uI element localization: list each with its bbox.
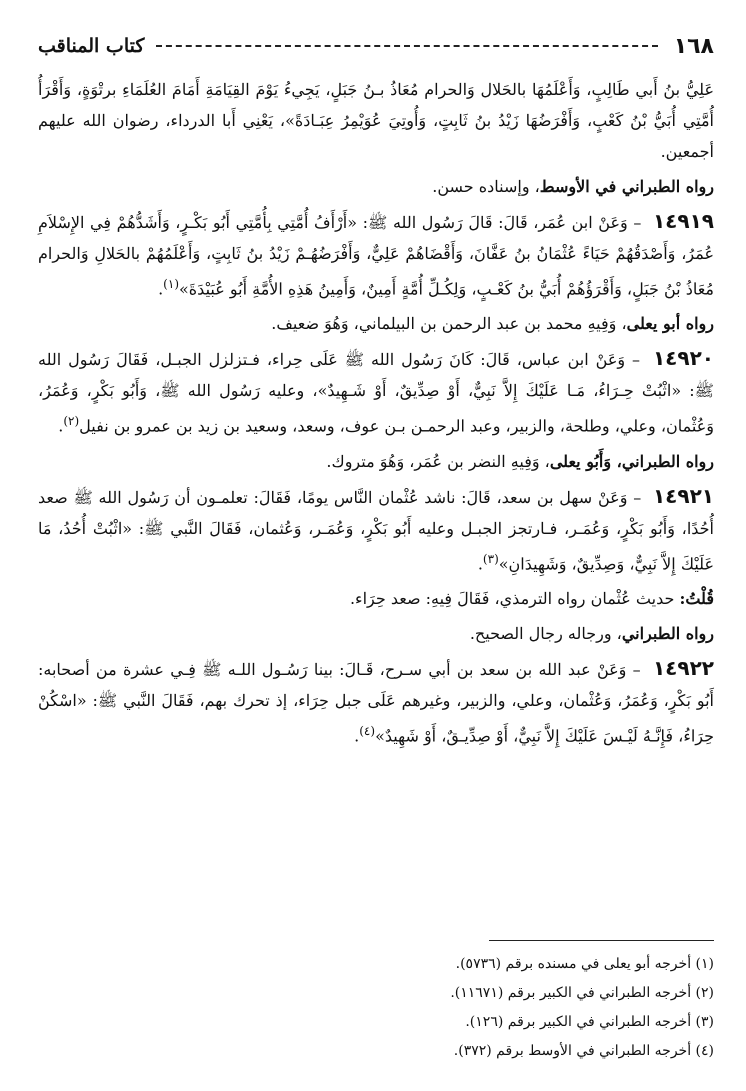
hadith-entry: ١٤٩١٩ – وَعَنْ ابن عُمَر، قَالَ: قَالَ رَسُول الله ﷺ: «أَرْأَفُ أُمَّتِي بِأُمَّتِي أَبُو بَكْـرٍ، وَأَشَدُّهُمْ فِي الإِسْلاَمِ عُمَرُ، وَأَصْدَقُهُمْ حَيَاءً عُثْمَانُ بنُ عَفَّانَ، وَأَقْضَاهُمْ عَلِيٌّ، وَأَفْرَضُهُـمْ زَيْدُ بنُ ثَابِتٍ، وَأَعْلَمُهُمْ بالحَلالِ وَالحرام مُعَاذُ بْنُ جَبَلٍ، وَأَقْرَؤُهُمْ أُبَيُّ بنُ كَعْـبٍ، وَلِكُـلِّ أُمَّةٍ أَمِينٌ، وَأَمِينُ هَذِهِ الأُمَّةِ أَبُو عُبَيْدَةَ»$^{(١)}$. — [38, 209, 715, 299]
hadith-entry: ١٤٩٢١ – وَعَنْ سهل بن سعد، قَالَ: ناشد عُثْمان النَّاس يومًا، فَقَالَ: تعلمـون أن رَسُول الله ﷺ صعد أُحُدًا، وَأَبُو بَكْرٍ، وَعُمَـر، فـارتجز الجبـل وعليه أَبُو بَكْرٍ، وَعُمَـر، وَعُثمان، فَقَالَ النَّبي ﷺ: «اثْبُتْ أُحُدُ، مَا عَلَيْكَ إِلاَّ نَبِيٌّ، وَصِدِّيقٌ، وَشَهِيدَانِ»$^{(٣)}$. — [38, 483, 714, 573]
commentary-note: قُلْتُ: حديث عُثْمان رواه الترمذي، فَقَالَ فِيهِ: صعد حِرَاء. — [349, 588, 714, 608]
footnotes — [38, 950, 714, 1066]
source-note: رواه الطبراني في الأوسط، وإسناده حسن. — [432, 177, 714, 196]
footnote-ref: (٢) — [63, 414, 80, 429]
hadith-number: ١٤٩٢٢ — [652, 655, 714, 680]
source-note: رواه أبو يعلى، وَفِيهِ محمد بن عبد الرحمن بن البيلماني، وَهُوَ ضعيف. — [271, 314, 714, 334]
hadith-number: ١٤٩١٩ — [652, 209, 715, 233]
hadith-number: ١٤٩٢١ — [652, 483, 714, 508]
footnote: (٣) أخرجه الطبراني في الكبير برقم (١٢٦). — [465, 1014, 714, 1030]
hadith-entry: ١٤٩٢٠ – وَعَنْ ابن عباس، قَالَ: كَانَ رَسُول الله ﷺ عَلَى حِراء، فـتزلزل الجبـل، فَقَالَ رَسُول الله ﷺ: «اثْبُتْ حِـرَاءُ، مَـا عَلَيْكَ إِلاَّ نَبِيٌّ، أَوْ صِدِّيقٌ، أَوْ شَـهِيدٌ»، وعليه رَسُول الله ﷺ، وَأَبُو بَكْرٍ، وَعُمَرُ، وَعُثْمان، وعلي، وطلحة، والزبير، وعبد الرحمـن بـن عوف، وسعد، وسعيد بن زيد بن عمرو بن نفيل$^{(٢)}$. — [38, 346, 714, 436]
hadith-number: ١٤٩٢٠ — [652, 346, 714, 371]
hadith-entry: ١٤٩٢٢ – وَعَنْ عبد الله بن سعد بن أبي سـرح، قَـالَ: بينا رَسُـول اللـه ﷺ فِـي عشرة من أصحابه: أَبُو بَكْرٍ، وَعُمَرُ، وَعُثْمان، وعلي، والزبير، وغيرهم عَلَى جبل حِرَاء، إذ تحرك بهم، فَقَالَ النَّبي ﷺ: «اسْكُنْ حِرَاءُ، فَإِنَّـهُ لَيْـسَ عَلَيْكَ إِلاَّ نَبِيٌّ، أَوْ صِدِّيـقٌ، أَوْ شَهِيدٌ»$^{(٤)}$. — [38, 655, 714, 746]
footnote: (٤) أخرجه الطبراني في الأوسط برقم (٣٧٢). — [453, 1043, 714, 1059]
source-note: رواه الطبراني، وَأَبُو يعلى، وَفِيهِ النضر بن عُمَر، وَهُوَ متروك. — [326, 451, 714, 471]
book-title: كتاب المناقب — [38, 35, 145, 57]
footnote-ref: (١) — [163, 277, 179, 291]
footnote: (٢) أخرجه الطبراني في الكبير برقم (١١٦٧١). — [450, 985, 714, 1001]
footnote-divider — [489, 940, 714, 941]
header-divider — [156, 45, 657, 47]
footnote-ref: (٣) — [482, 551, 499, 566]
source-note: رواه الطبراني، ورجاله رجال الصحيح. — [469, 623, 714, 643]
main-text — [38, 74, 714, 751]
page-header — [38, 28, 714, 64]
footnote: (١) أخرجه أبو يعلى في مسنده برقم (٥٧٣٦). — [455, 956, 714, 972]
page-number: ١٦٨ — [673, 33, 714, 59]
page — [38, 28, 714, 1068]
paragraph: عَلِيُّ بنُ أَبي طَالِبٍ، وَأَعْلَمُهَا بالحَلال وَالحرام مُعَاذُ بـنُ جَبَلٍ، يَجِيءُ يَوْمَ القِيَامَةِ أَمَامَ العُلَمَاءِ برتْوَةٍ، وَأَقْرَأُ أُمَّتِي أُبَيُّ بْنُ كَعْبٍ، وَأَفْرَضُهَا زَيْدُ بنُ ثَابِتٍ، وَأُوتِيَ عُوَيْمِرُ عِبَـادَةً»، يَعْنِي أَبا الدرداء، رضوان الله عليهم أجمعين. — [38, 80, 714, 161]
footnote-ref: (٤) — [359, 723, 376, 738]
